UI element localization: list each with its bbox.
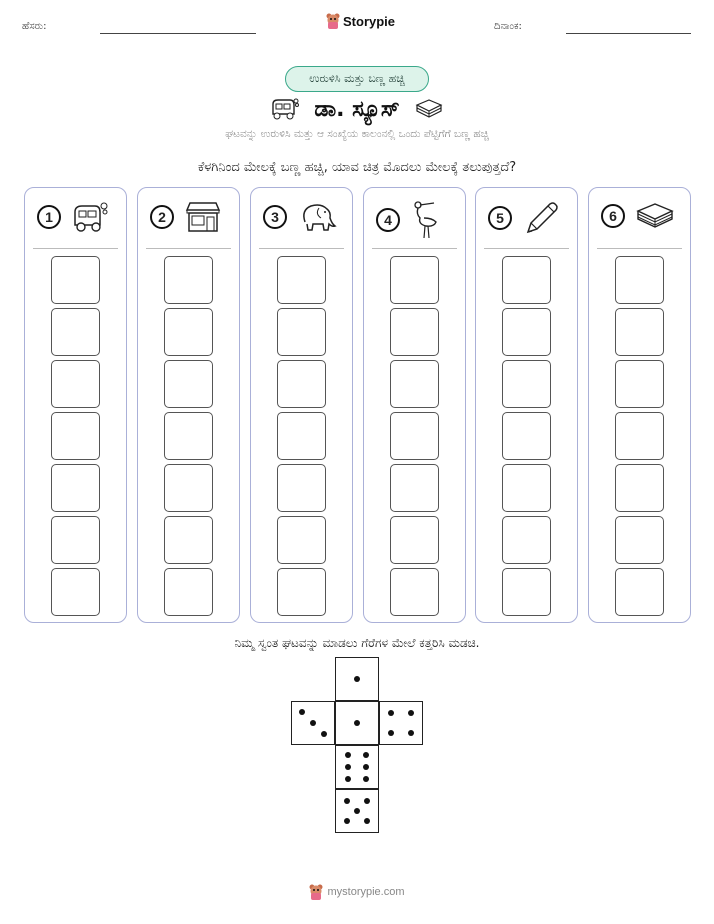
color-box[interactable] [502,464,551,512]
die-pip [363,764,369,770]
die-face [379,701,423,745]
color-box[interactable] [51,360,100,408]
color-box[interactable] [277,256,326,304]
die-pip [345,776,351,782]
color-box[interactable] [164,308,213,356]
activity-badge: ಉರುಳಿಸಿ ಮತ್ತು ಬಣ್ಣ ಹಚ್ಚಿ [285,66,429,92]
color-box[interactable] [502,256,551,304]
color-box[interactable] [502,412,551,460]
color-box[interactable] [277,568,326,616]
die-pip [388,730,394,736]
brand-logo [326,13,395,29]
color-box[interactable] [277,464,326,512]
color-box[interactable] [164,568,213,616]
die-pip [344,818,350,824]
color-box[interactable] [615,360,664,408]
color-box[interactable] [615,568,664,616]
stork-icon [410,200,446,240]
date-label: ದಿನಾಂಕ: [494,21,522,32]
footer [0,884,714,900]
storypie-mascot-icon [326,13,340,29]
die-face [335,745,379,789]
footer-url: mystorypie.com [327,886,405,898]
color-box[interactable] [51,568,100,616]
die-face [335,789,379,833]
instruction-text: ಘಟವನ್ನು ಉರುಳಿಸಿ ಮತ್ತು ಆ ಸಂಖ್ಯೆಯ ಕಾಲಂನಲ್ಲಿ ಒಂದು ಪೆಟ್ಟಿಗೆಗೆ ಬಣ್ಣ ಹಚ್ಚಿ [225,128,489,140]
boxing-ring-icon [414,97,444,121]
color-box[interactable] [51,308,100,356]
date-line[interactable] [566,33,691,34]
name-line[interactable] [100,33,256,34]
color-box[interactable] [164,256,213,304]
color-box[interactable] [51,412,100,460]
color-box[interactable] [277,412,326,460]
die-pip [364,798,370,804]
storypie-mascot-icon [309,884,323,900]
die-pip [354,720,360,726]
color-box[interactable] [390,464,439,512]
column-2 [137,187,240,623]
page-title: ಡಾ. ಸ್ಯೂಸ್ [314,96,400,122]
die-pip [364,818,370,824]
column-3 [250,187,353,623]
column-divider [146,248,231,249]
die-pip [408,730,414,736]
elephant-icon [297,200,339,234]
name-label: ಹೆಸರು: [22,21,47,32]
die-pip [310,720,316,726]
die-pip [299,709,305,715]
color-box[interactable] [164,464,213,512]
column-number: 2 [150,205,174,229]
column-divider [372,248,457,249]
color-box[interactable] [502,516,551,564]
boxing-ring-icon [635,200,675,232]
die-pip [354,676,360,682]
color-box[interactable] [277,360,326,408]
die-pip [321,731,327,737]
color-box[interactable] [164,360,213,408]
color-box[interactable] [615,412,664,460]
color-box[interactable] [615,256,664,304]
color-box[interactable] [502,568,551,616]
die-face [335,701,379,745]
color-box[interactable] [390,516,439,564]
column-number: 5 [488,206,512,230]
column-6 [588,187,691,623]
column-4 [363,187,466,623]
color-box[interactable] [51,464,100,512]
die-pip [363,752,369,758]
color-box[interactable] [164,516,213,564]
column-divider [33,248,118,249]
die-pip [388,710,394,716]
color-box[interactable] [51,256,100,304]
column-number: 1 [37,205,61,229]
column-number: 4 [376,208,400,232]
die-face [291,701,335,745]
cut-instruction: ನಿಮ್ಮ ಸ್ವಂತ ಘಟವನ್ನು ಮಾಡಲು ಗೆರೆಗಳ ಮೇಲೆ ಕತ್ತರಿಸಿ ಮಡಚಿ. [234,636,480,650]
die-pip [344,798,350,804]
die-pip [354,808,360,814]
color-box[interactable] [164,412,213,460]
color-box[interactable] [51,516,100,564]
column-divider [597,248,682,249]
auto-rickshaw-icon [270,96,300,122]
color-box[interactable] [390,568,439,616]
color-box[interactable] [390,360,439,408]
auto-rickshaw-icon [71,200,109,234]
title-row [0,94,714,124]
die-pip [408,710,414,716]
shop-icon [184,200,222,234]
color-box[interactable] [615,464,664,512]
column-divider [259,248,344,249]
column-number: 3 [263,205,287,229]
brand-name: Storypie [343,13,396,29]
die-pip [363,776,369,782]
color-box[interactable] [615,516,664,564]
color-box[interactable] [390,308,439,356]
pencil-icon [522,200,560,236]
die-pip [345,764,351,770]
color-box[interactable] [502,360,551,408]
color-box[interactable] [277,308,326,356]
die-face [335,657,379,701]
question-text: ಕೆಳಗಿನಿಂದ ಮೇಲಕ್ಕೆ ಬಣ್ಣ ಹಚ್ಚಿ, ಯಾವ ಚಿತ್ರ ಮೊದಲು ಮೇಲಕ್ಕೆ ತಲುಪುತ್ತದೆ? [197,160,517,175]
color-box[interactable] [390,412,439,460]
color-box[interactable] [390,256,439,304]
column-1 [24,187,127,623]
color-box[interactable] [615,308,664,356]
column-divider [484,248,569,249]
die-pip [345,752,351,758]
column-5 [475,187,578,623]
color-box[interactable] [277,516,326,564]
color-box[interactable] [502,308,551,356]
column-number: 6 [601,204,625,228]
